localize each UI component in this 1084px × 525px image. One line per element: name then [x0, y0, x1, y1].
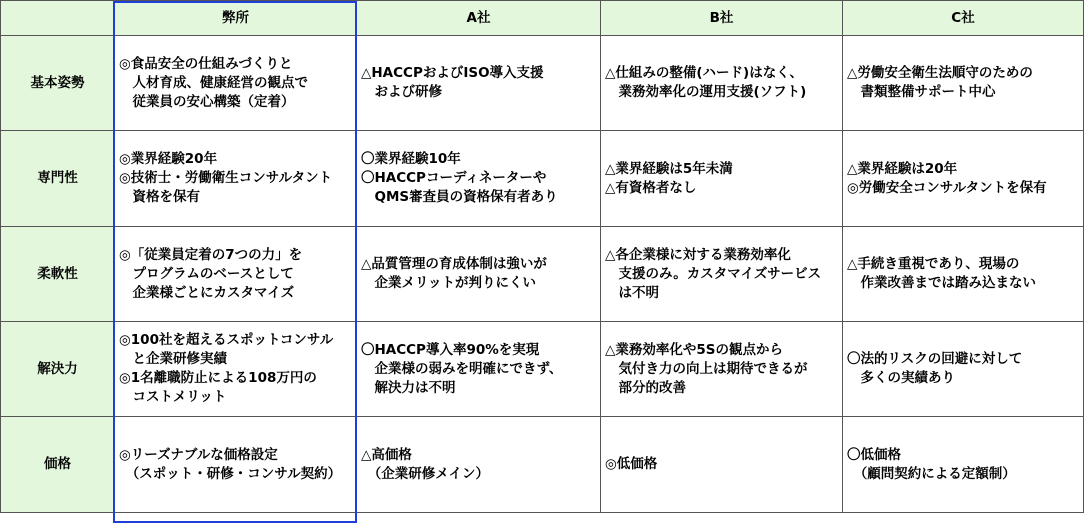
cell-line: 気付き力の向上は期待できるが	[605, 360, 808, 377]
cell-line: △高価格	[361, 446, 412, 463]
table-row	[1, 131, 1084, 227]
header-company-c: C社	[843, 1, 1084, 36]
cell-line: 部分的改善	[605, 379, 686, 396]
cell-line: 〇HACCPコーディネーターや	[361, 170, 547, 186]
cell-line: ◎技術士・労働衛生コンサルタント	[119, 170, 333, 186]
cell-company-b	[601, 417, 843, 513]
cell-company-a	[357, 322, 601, 417]
cell-company-b	[601, 131, 843, 227]
cell-company-a	[357, 227, 601, 322]
cell-line: 解決力は不明	[361, 379, 456, 396]
cell-line: △業務効率化や5Sの観点から	[605, 341, 783, 358]
cell-line: 〇業界経験10年	[361, 151, 461, 167]
cell-line: ◎1名離職防止による108万円の	[119, 370, 317, 386]
cell-line: 企業様の弱みを明確にできず、	[361, 360, 563, 377]
header-row	[1, 1, 1084, 36]
cell-line: と企業研修実績	[119, 351, 227, 367]
cell-line: コストメリット	[119, 389, 227, 405]
cell-company-b	[601, 227, 843, 322]
cell-our-firm	[115, 227, 357, 322]
cell-line: △労働安全衛生法順守のための	[847, 65, 1033, 81]
row-label-price: 価格	[1, 417, 115, 513]
cell-line: 従業員の安心構築（定着）	[119, 93, 295, 110]
cell-line: △業界経験は5年未満	[605, 160, 733, 177]
cell-our-firm	[115, 36, 357, 131]
cell-line: および研修	[361, 84, 442, 100]
cell-our-firm	[115, 131, 357, 227]
cell-line: △HACCPおよびISO導入支援	[361, 65, 544, 81]
cell-line: プログラムのベースとして	[119, 265, 294, 282]
row-label-basic-stance: 基本姿勢	[1, 36, 115, 131]
cell-line: △業界経験は20年	[847, 160, 958, 177]
cell-company-c	[843, 131, 1084, 227]
cell-company-a	[357, 131, 601, 227]
table-row	[1, 417, 1084, 513]
cell-company-c	[843, 322, 1084, 417]
header-company-b: B社	[601, 1, 843, 36]
cell-line: ◎低価格	[605, 456, 658, 472]
cell-line: 人材育成、健康経営の観点で	[119, 74, 308, 91]
cell-line: （企業研修メイン）	[361, 465, 489, 482]
cell-line: △有資格者なし	[605, 179, 697, 196]
cell-our-firm	[115, 322, 357, 417]
cell-company-a	[357, 417, 601, 513]
cell-line: ◎「従業員定着の7つの力」を	[119, 246, 303, 263]
cell-line: 〇低価格	[847, 446, 901, 463]
cell-company-a	[357, 36, 601, 131]
cell-line: （顧問契約による定額制）	[847, 465, 1016, 482]
cell-line: ◎労働安全コンサルタントを保有	[847, 179, 1047, 196]
cell-line: ◎100社を超えるスポットコンサル	[119, 332, 334, 348]
cell-company-c	[843, 227, 1084, 322]
cell-company-b	[601, 36, 843, 131]
cell-our-firm	[115, 417, 357, 513]
cell-company-b	[601, 322, 843, 417]
row-label-expertise: 専門性	[1, 131, 115, 227]
cell-line: （スポット・研修・コンサル契約）	[119, 465, 342, 482]
header-company-a: A社	[357, 1, 601, 36]
cell-company-c	[843, 417, 1084, 513]
cell-line: ◎業界経験20年	[119, 151, 218, 167]
cell-company-c	[843, 36, 1084, 131]
cell-line: ◎食品安全の仕組みづくりと	[119, 55, 293, 72]
cell-line: ◎リーズナブルな価格設定	[119, 446, 278, 463]
cell-line: は不明	[605, 284, 659, 301]
cell-line: 支援のみ。カスタマイズサービス	[605, 265, 822, 282]
cell-line: 業務効率化の運用支援(ソフト)	[605, 84, 807, 100]
cell-line: 資格を保有	[119, 189, 200, 205]
header-our-firm: 弊所	[115, 1, 357, 36]
cell-line: △手続き重視であり、現場の	[847, 256, 1020, 272]
cell-line: △仕組みの整備(ハード)はなく、	[605, 65, 803, 81]
cell-line: 書類整備サポート中心	[847, 84, 996, 100]
cell-line: △各企業様に対する業務効率化	[605, 246, 791, 263]
row-label-flexibility: 柔軟性	[1, 227, 115, 322]
cell-line: 〇HACCP導入率90%を実現	[361, 341, 540, 358]
cell-line: 多くの実績あり	[847, 370, 955, 386]
table-row	[1, 227, 1084, 322]
header-corner	[1, 1, 115, 36]
cell-line: 作業改善までは踏み込まない	[847, 275, 1036, 291]
cell-line: 企業様ごとにカスタマイズ	[119, 284, 295, 301]
cell-line: QMS審査員の資格保有者あり	[361, 189, 558, 205]
row-label-problem-solving: 解決力	[1, 322, 115, 417]
table-row	[1, 322, 1084, 417]
cell-line: △品質管理の育成体制は強いが	[361, 256, 547, 272]
cell-line: 〇法的リスクの回避に対して	[847, 351, 1023, 367]
cell-line: 企業メリットが判りにくい	[361, 275, 536, 291]
table-row	[1, 36, 1084, 131]
